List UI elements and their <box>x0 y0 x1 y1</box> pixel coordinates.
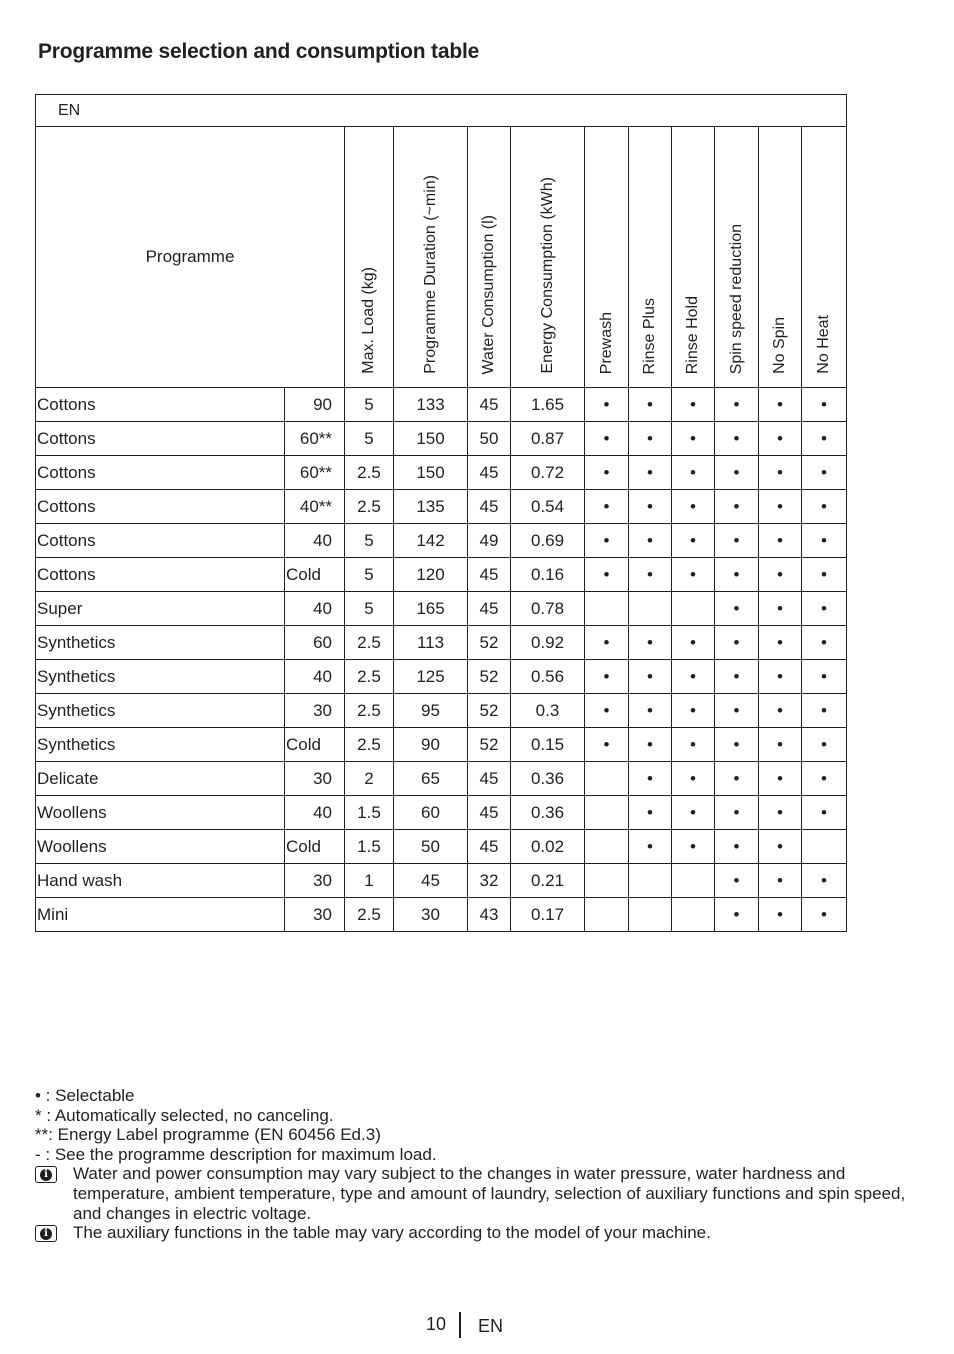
cell-load: 2.5 <box>345 490 394 524</box>
cell-spin-reduction: • <box>715 456 759 490</box>
cell-rinse-hold: • <box>672 796 715 830</box>
table-row <box>36 898 847 932</box>
cell-temp: 90 <box>285 388 345 422</box>
cell-spin-reduction: • <box>715 388 759 422</box>
cell-prewash: • <box>585 490 629 524</box>
cell-temp: 40 <box>285 524 345 558</box>
info-icon: i <box>35 1166 57 1183</box>
cell-no-heat: • <box>802 388 847 422</box>
cell-rinse-hold: • <box>672 490 715 524</box>
page-number: 10 <box>425 1314 446 1334</box>
cell-water: 45 <box>468 490 511 524</box>
column-header-label: No Spin <box>771 317 788 374</box>
cell-rinse-hold: • <box>672 422 715 456</box>
cell-energy: 0.69 <box>511 524 585 558</box>
column-header <box>672 127 715 388</box>
cell-temp: 30 <box>285 898 345 932</box>
cell-prewash <box>585 898 629 932</box>
cell-rinse-hold: • <box>672 524 715 558</box>
cell-spin-reduction: • <box>715 558 759 592</box>
cell-name: Cottons <box>36 388 285 422</box>
cell-prewash <box>585 592 629 626</box>
cell-duration: 150 <box>394 422 468 456</box>
cell-no-spin: • <box>759 864 802 898</box>
cell-spin-reduction: • <box>715 592 759 626</box>
cell-prewash <box>585 762 629 796</box>
cell-no-spin: • <box>759 388 802 422</box>
column-header-label: No Heat <box>815 315 833 374</box>
cell-load: 2.5 <box>345 898 394 932</box>
column-header-label: Energy Consumption (kWh) <box>538 177 556 374</box>
cell-duration: 142 <box>394 524 468 558</box>
column-header <box>585 127 629 388</box>
cell-load: 5 <box>345 524 394 558</box>
cell-rinse-plus <box>629 864 672 898</box>
page-title: Programme selection and consumption table <box>38 40 480 63</box>
cell-name: Cottons <box>36 558 285 592</box>
cell-energy: 0.56 <box>511 660 585 694</box>
cell-energy: 0.21 <box>511 864 585 898</box>
table-row <box>36 524 847 558</box>
cell-energy: 0.36 <box>511 762 585 796</box>
column-header <box>802 127 847 388</box>
cell-energy: 0.72 <box>511 456 585 490</box>
cell-rinse-plus: • <box>629 524 672 558</box>
info-icon: i <box>35 1225 57 1242</box>
cell-no-heat: • <box>802 796 847 830</box>
cell-duration: 165 <box>394 592 468 626</box>
table-row <box>36 558 847 592</box>
cell-water: 50 <box>468 422 511 456</box>
cell-duration: 135 <box>394 490 468 524</box>
cell-water: 45 <box>468 762 511 796</box>
column-header-label: Max. Load (kg) <box>360 267 377 374</box>
cell-load: 1.5 <box>345 796 394 830</box>
note-water-consumption <box>35 1164 915 1223</box>
column-header <box>345 127 394 388</box>
cell-temp: 60 <box>285 626 345 660</box>
cell-no-heat: • <box>802 864 847 898</box>
cell-rinse-hold: • <box>672 456 715 490</box>
cell-rinse-hold: • <box>672 762 715 796</box>
cell-rinse-plus: • <box>629 728 672 762</box>
cell-rinse-plus: • <box>629 490 672 524</box>
cell-spin-reduction: • <box>715 694 759 728</box>
cell-spin-reduction: • <box>715 422 759 456</box>
cell-no-spin: • <box>759 728 802 762</box>
cell-water: 52 <box>468 694 511 728</box>
cell-energy: 0.36 <box>511 796 585 830</box>
cell-temp: Cold <box>285 830 345 864</box>
cell-duration: 133 <box>394 388 468 422</box>
cell-temp: Cold <box>285 728 345 762</box>
cell-name: Synthetics <box>36 660 285 694</box>
cell-no-heat: • <box>802 694 847 728</box>
cell-energy: 0.54 <box>511 490 585 524</box>
cell-energy: 0.15 <box>511 728 585 762</box>
cell-rinse-plus <box>629 898 672 932</box>
cell-duration: 60 <box>394 796 468 830</box>
page-footer <box>0 1312 954 1340</box>
cell-prewash: • <box>585 694 629 728</box>
cell-no-heat: • <box>802 592 847 626</box>
cell-water: 52 <box>468 728 511 762</box>
cell-duration: 90 <box>394 728 468 762</box>
cell-temp: Cold <box>285 558 345 592</box>
table-row <box>36 490 847 524</box>
table-row <box>36 694 847 728</box>
table-row <box>36 728 847 762</box>
cell-no-heat: • <box>802 524 847 558</box>
column-header-label: Prewash <box>597 311 615 374</box>
cell-load: 5 <box>345 422 394 456</box>
note-water-text: Water and power consumption may vary subject to the changes in water pressure, water hardness and temperature, ambient temperature, type and amount of laundry, selection of auxiliary functions and spin speed, and changes in electric voltage. <box>73 1164 906 1223</box>
cell-no-spin: • <box>759 422 802 456</box>
cell-temp: 30 <box>285 694 345 728</box>
table-row <box>36 830 847 864</box>
cell-load: 1.5 <box>345 830 394 864</box>
legend-selectable: • : Selectable <box>35 1086 135 1105</box>
cell-rinse-plus: • <box>629 796 672 830</box>
cell-no-spin: • <box>759 898 802 932</box>
cell-rinse-hold <box>672 592 715 626</box>
column-header-label: Programme Duration (~min) <box>421 175 439 374</box>
cell-rinse-hold: • <box>672 660 715 694</box>
cell-spin-reduction: • <box>715 898 759 932</box>
table-language-label: EN <box>36 95 847 127</box>
cell-load: 2.5 <box>345 694 394 728</box>
column-header <box>394 127 468 388</box>
programme-table <box>35 94 847 932</box>
cell-spin-reduction: • <box>715 728 759 762</box>
cell-duration: 45 <box>394 864 468 898</box>
cell-load: 5 <box>345 388 394 422</box>
footer-divider <box>459 1312 461 1338</box>
footer-language: EN <box>478 1316 504 1336</box>
legend <box>35 1086 915 1243</box>
cell-no-heat: • <box>802 898 847 932</box>
cell-name: Mini <box>36 898 285 932</box>
cell-rinse-plus: • <box>629 694 672 728</box>
cell-load: 5 <box>345 592 394 626</box>
cell-rinse-hold: • <box>672 626 715 660</box>
legend-auto-selected: * : Automatically selected, no canceling. <box>35 1105 334 1125</box>
cell-load: 2.5 <box>345 456 394 490</box>
cell-energy: 0.16 <box>511 558 585 592</box>
cell-duration: 125 <box>394 660 468 694</box>
cell-duration: 65 <box>394 762 468 796</box>
cell-no-heat: • <box>802 660 847 694</box>
cell-energy: 0.3 <box>511 694 585 728</box>
cell-prewash: • <box>585 728 629 762</box>
column-header <box>759 127 802 388</box>
cell-no-spin: • <box>759 626 802 660</box>
cell-prewash: • <box>585 422 629 456</box>
cell-temp: 60** <box>285 422 345 456</box>
cell-duration: 120 <box>394 558 468 592</box>
cell-rinse-hold: • <box>672 694 715 728</box>
cell-water: 45 <box>468 558 511 592</box>
cell-duration: 95 <box>394 694 468 728</box>
cell-load: 2.5 <box>345 626 394 660</box>
cell-rinse-plus: • <box>629 626 672 660</box>
cell-spin-reduction: • <box>715 830 759 864</box>
cell-rinse-hold: • <box>672 388 715 422</box>
cell-rinse-hold: • <box>672 830 715 864</box>
cell-no-heat <box>802 830 847 864</box>
cell-no-heat: • <box>802 422 847 456</box>
cell-prewash: • <box>585 660 629 694</box>
table-row <box>36 456 847 490</box>
table-row <box>36 864 847 898</box>
cell-temp: 40 <box>285 660 345 694</box>
cell-load: 2.5 <box>345 728 394 762</box>
column-header-label: Water Consumption (l) <box>480 214 497 374</box>
table-row <box>36 762 847 796</box>
cell-no-spin: • <box>759 490 802 524</box>
cell-load: 2 <box>345 762 394 796</box>
cell-prewash: • <box>585 626 629 660</box>
cell-name: Woollens <box>36 830 285 864</box>
cell-energy: 1.65 <box>511 388 585 422</box>
cell-temp: 40** <box>285 490 345 524</box>
cell-name: Woollens <box>36 796 285 830</box>
cell-spin-reduction: • <box>715 660 759 694</box>
note-auxiliary-functions <box>35 1223 915 1243</box>
cell-rinse-hold: • <box>672 728 715 762</box>
cell-rinse-hold <box>672 864 715 898</box>
cell-water: 45 <box>468 388 511 422</box>
cell-rinse-plus: • <box>629 388 672 422</box>
cell-temp: 30 <box>285 864 345 898</box>
cell-prewash: • <box>585 456 629 490</box>
cell-rinse-plus: • <box>629 422 672 456</box>
cell-temp: 60** <box>285 456 345 490</box>
cell-no-heat: • <box>802 626 847 660</box>
cell-no-spin: • <box>759 456 802 490</box>
cell-name: Synthetics <box>36 626 285 660</box>
note-auxiliary-text: The auxiliary functions in the table may vary according to the model of your machine. <box>73 1223 711 1243</box>
table-row <box>36 626 847 660</box>
cell-water: 45 <box>468 592 511 626</box>
cell-prewash <box>585 864 629 898</box>
column-header <box>511 127 585 388</box>
cell-energy: 0.87 <box>511 422 585 456</box>
table-row <box>36 660 847 694</box>
cell-name: Super <box>36 592 285 626</box>
cell-prewash <box>585 796 629 830</box>
cell-no-spin: • <box>759 830 802 864</box>
cell-temp: 40 <box>285 796 345 830</box>
programme-header: Programme <box>36 127 345 388</box>
cell-load: 5 <box>345 558 394 592</box>
cell-prewash <box>585 830 629 864</box>
cell-rinse-plus: • <box>629 660 672 694</box>
cell-load: 1 <box>345 864 394 898</box>
cell-no-heat: • <box>802 490 847 524</box>
cell-rinse-hold <box>672 898 715 932</box>
cell-water: 45 <box>468 456 511 490</box>
cell-duration: 50 <box>394 830 468 864</box>
cell-rinse-plus: • <box>629 456 672 490</box>
column-header <box>629 127 672 388</box>
cell-no-spin: • <box>759 524 802 558</box>
cell-no-spin: • <box>759 694 802 728</box>
legend-energy-label: **: Energy Label programme (EN 60456 Ed.3) <box>35 1125 381 1145</box>
cell-energy: 0.92 <box>511 626 585 660</box>
cell-no-spin: • <box>759 660 802 694</box>
cell-no-heat: • <box>802 558 847 592</box>
cell-prewash: • <box>585 388 629 422</box>
cell-name: Delicate <box>36 762 285 796</box>
cell-water: 49 <box>468 524 511 558</box>
cell-no-heat: • <box>802 728 847 762</box>
table-row <box>36 388 847 422</box>
cell-rinse-plus: • <box>629 762 672 796</box>
cell-no-spin: • <box>759 796 802 830</box>
cell-rinse-hold: • <box>672 558 715 592</box>
cell-spin-reduction: • <box>715 762 759 796</box>
column-header-label: Rinse Plus <box>641 297 658 374</box>
cell-name: Hand wash <box>36 864 285 898</box>
cell-rinse-plus: • <box>629 830 672 864</box>
legend-see-description: - : See the programme description for maximum load. <box>35 1144 437 1164</box>
cell-water: 45 <box>468 830 511 864</box>
cell-no-heat: • <box>802 762 847 796</box>
cell-name: Cottons <box>36 456 285 490</box>
column-header-label: Rinse Hold <box>684 295 701 374</box>
cell-spin-reduction: • <box>715 796 759 830</box>
cell-water: 52 <box>468 660 511 694</box>
cell-duration: 150 <box>394 456 468 490</box>
cell-no-spin: • <box>759 762 802 796</box>
cell-temp: 40 <box>285 592 345 626</box>
cell-water: 32 <box>468 864 511 898</box>
cell-rinse-plus: • <box>629 558 672 592</box>
cell-energy: 0.02 <box>511 830 585 864</box>
cell-energy: 0.17 <box>511 898 585 932</box>
cell-no-spin: • <box>759 558 802 592</box>
table-row <box>36 422 847 456</box>
cell-energy: 0.78 <box>511 592 585 626</box>
cell-spin-reduction: • <box>715 626 759 660</box>
cell-duration: 30 <box>394 898 468 932</box>
cell-water: 45 <box>468 796 511 830</box>
cell-name: Cottons <box>36 490 285 524</box>
cell-name: Synthetics <box>36 728 285 762</box>
cell-water: 43 <box>468 898 511 932</box>
cell-prewash: • <box>585 524 629 558</box>
cell-rinse-plus <box>629 592 672 626</box>
column-header-label: Spin speed reduction <box>727 223 745 374</box>
column-header <box>715 127 759 388</box>
cell-name: Synthetics <box>36 694 285 728</box>
column-header <box>468 127 511 388</box>
cell-no-heat: • <box>802 456 847 490</box>
cell-spin-reduction: • <box>715 524 759 558</box>
table-row <box>36 592 847 626</box>
cell-temp: 30 <box>285 762 345 796</box>
cell-no-spin: • <box>759 592 802 626</box>
cell-spin-reduction: • <box>715 490 759 524</box>
cell-spin-reduction: • <box>715 864 759 898</box>
cell-duration: 113 <box>394 626 468 660</box>
table-row <box>36 796 847 830</box>
cell-load: 2.5 <box>345 660 394 694</box>
cell-prewash: • <box>585 558 629 592</box>
cell-name: Cottons <box>36 422 285 456</box>
cell-name: Cottons <box>36 524 285 558</box>
cell-water: 52 <box>468 626 511 660</box>
